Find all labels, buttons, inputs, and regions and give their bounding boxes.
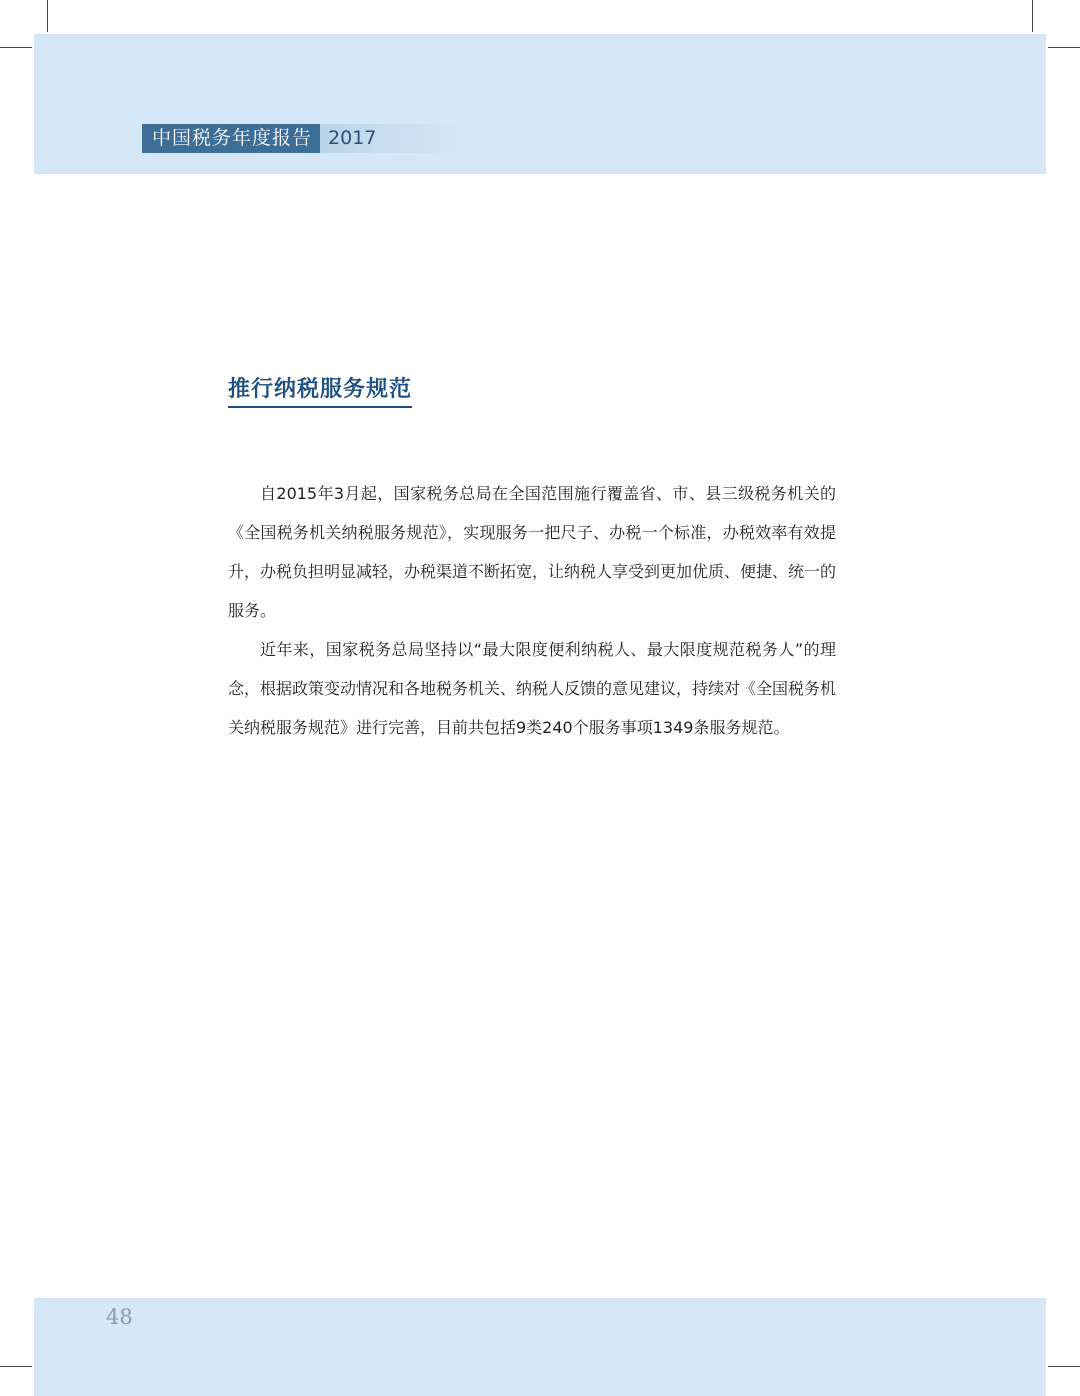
- running-header: [142, 124, 466, 153]
- body-text: [228, 474, 836, 747]
- crop-mark-top-left-horizontal: [0, 47, 32, 48]
- crop-mark-top-right-vertical: [1032, 0, 1033, 32]
- report-title: 中国税务年度报告: [142, 124, 320, 153]
- page-number: 48: [106, 1305, 133, 1329]
- crop-mark-top-right-horizontal: [1048, 47, 1080, 48]
- report-year: 2017: [320, 124, 466, 153]
- crop-mark-bottom-left-horizontal: [0, 1366, 32, 1367]
- crop-mark-top-left-vertical: [47, 0, 48, 32]
- section-title: 推行纳税服务规范: [228, 372, 412, 408]
- header-band: [34, 34, 1046, 174]
- footer-band: [34, 1298, 1046, 1396]
- paragraph: 近年来，国家税务总局坚持以“最大限度便利纳税人、最大限度规范税务人”的理念，根据政策变动情况和各地税务机关、纳税人反馈的意见建议，持续对《全国税务机关纳税服务规范》进行完善，目前共包括9类240个服务事项1349条服务规范。: [228, 640, 837, 737]
- crop-mark-bottom-right-horizontal: [1048, 1366, 1080, 1367]
- paragraph: 自2015年3月起，国家税务总局在全国范围施行覆盖省、市、县三级税务机关的《全国税务机关纳税服务规范》，实现服务一把尺子、办税一个标准，办税效率有效提升，办税负担明显减轻，办税渠道不断拓宽，让纳税人享受到更加优质、便捷、统一的服务。: [228, 484, 837, 620]
